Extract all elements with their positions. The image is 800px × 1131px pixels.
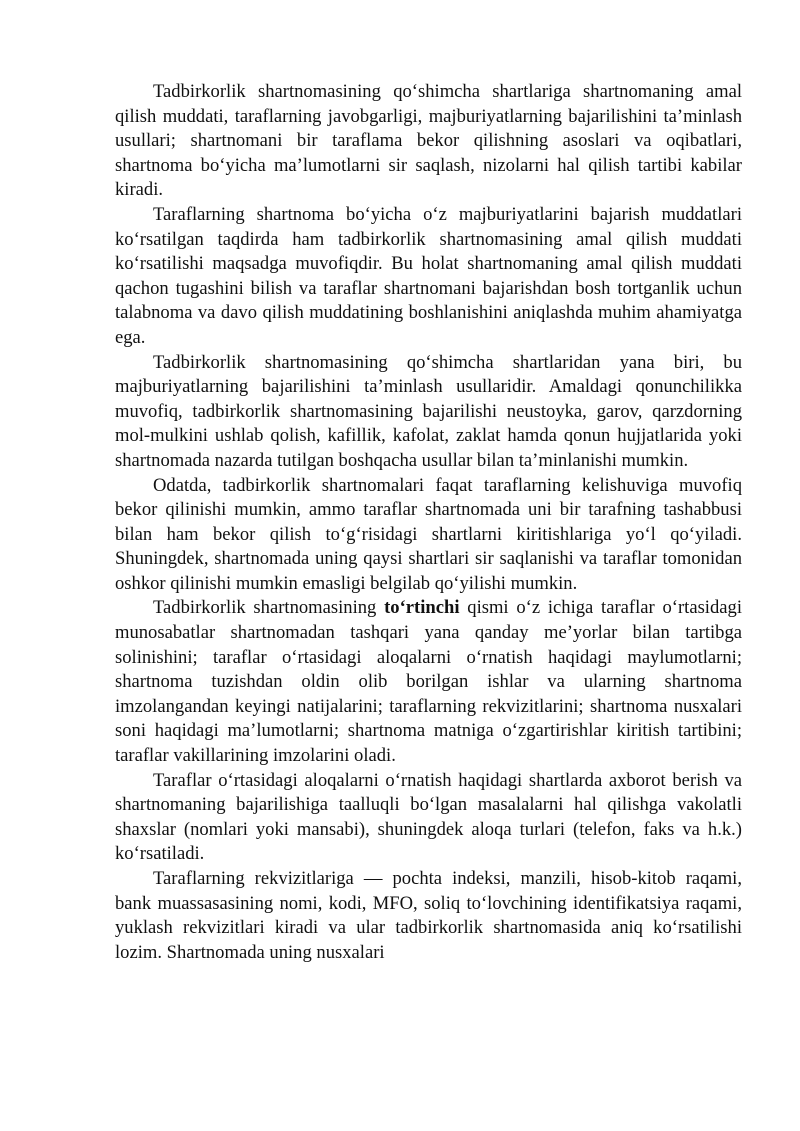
paragraph	[115, 596, 742, 768]
paragraph-text-start: Tadbirkorlik shartnomasining	[153, 597, 385, 619]
paragraph: Taraflar o‘rtasidagi aloqalarni o‘rnatish haqidagi shartlarda axborot berish va shartnomaning bajarilishiga taalluqli bo‘lgan masalalarni hal qilishga vakolatli shaxslar (nomlari yoki mansabi), shuningdek aloqa turlari (telefon, faks va h.k.) ko‘rsatiladi.	[115, 769, 742, 865]
paragraph: Tadbirkorlik shartnomasining qo‘shimcha shartlariga shartnomaning amal qilish muddati, taraflarning javobgarligi, majburiyatlarning bajarilishini ta’minlash usullari; shartnomani bir taraflama bekor qilishning asoslari va oqibatlari, shartnoma bo‘yicha ma’lumotlarni sir saqlash, nizolarni hal qilish tartibi kabilar kiradi.	[115, 81, 742, 201]
document-page	[115, 80, 742, 965]
paragraph: Taraflarning rekvizitlariga — pochta indeksi, manzili, hisob-kitob raqami, bank muassasasining nomi, kodi, MFO, soliq to‘lovchining identifikatsiya raqami, yuklash rekvizitlari kiradi va ular tadbirkorlik shartnomasida aniq ko‘rsatilishi lozim. Shartnomada uning nusxalari	[115, 868, 742, 963]
paragraph-text-end: qismi o‘z ichiga taraflar o‘rtasidagi munosabatlar shartnomadan tashqari yana qanday me’yorlar bilan tartibga solinishini; taraflar o‘rtasidagi aloqalarni o‘rnatish haqidagi maylumotlarni; shartnoma tuzishdan oldin olib borilgan ishlar va ularning shartnoma imzolangandan keyingi natijalarini; taraflarning rekvizitlarini; shartnoma nusxalari soni haqidagi ma’lumotlarni; shartnoma matniga o‘zgartirishlar kiritish tartibini; taraflar vakillarining imzolarini oladi.	[115, 597, 742, 767]
bold-term: to‘rtinchi	[384, 597, 460, 619]
paragraph: Tadbirkorlik shartnomasining qo‘shimcha shartlaridan yana biri, bu majburiyatlarning bajarilishini ta’minlash usullaridir. Amaldagi qonunchilikka muvofiq, tadbirkorlik shartnomasining bajarilishi neustoyka, garov, qarzdorning mol-mulkini ushlab qolish, kafillik, kafolat, zaklat hamda qonun hujjatlarida yoki shartnomada nazarda tutilgan boshqacha usullar bilan ta’minlanishi mumkin.	[115, 351, 742, 471]
paragraph: Taraflarning shartnoma bo‘yicha o‘z majburiyatlarini bajarish muddatlari ko‘rsatilgan taqdirda ham tadbirkorlik shartnomasining amal qilish muddati ko‘rsatilishi maqsadga muvofiqdir. Bu holat shartnomaning amal qilish muddati qachon tugashini bilish va taraflar shartnomani bajarishdan bosh tortganlik uchun talabnoma va davo qilish muddatining boshlanishini aniqlashda muhim ahamiyatga ega.	[115, 203, 742, 348]
paragraph: Odatda, tadbirkorlik shartnomalari faqat taraflarning kelishuviga muvofiq bekor qilinishi mumkin, ammo taraflar shartnomada uni bir tarafning tashabbusi bilan ham bekor qilish to‘g‘risidagi shartlarni kiritishlariga yo‘l qo‘yiladi. Shuningdek, shartnomada uning qaysi shartlari sir saqlanishi va taraflar tomonidan oshkor qilinishi mumkin emasligi belgilab qo‘yilishi mumkin.	[115, 474, 742, 594]
